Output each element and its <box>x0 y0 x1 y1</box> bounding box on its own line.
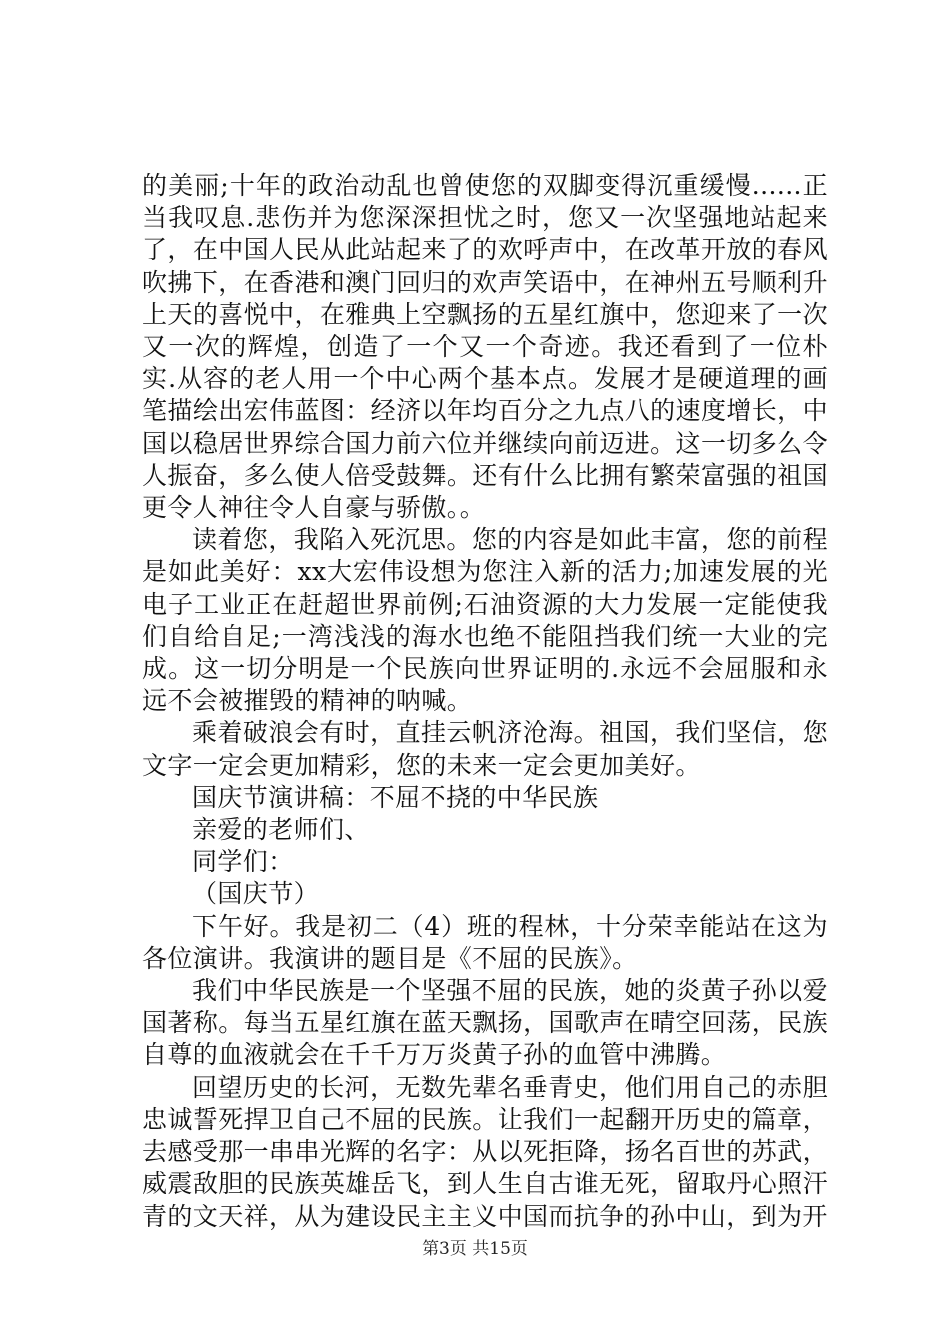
speech-title: 国庆节演讲稿：不屈不挠的中华民族 <box>192 782 599 812</box>
paragraph-2: 读着您，我陷入死沉思。您的内容是如此丰富，您的前程是如此美好：xx大宏伟设想为您注入新的活力;加速发展的光电子工业正在赶超世界前例;石油资源的大力发展一定能使我们自给自足;一湾浅浅的海水也绝不能阻挡我们统一大业的完成。这一切分明是一个民族向世界证明的.永远不会屈服和永远不会被摧毁的精神的呐喊。 <box>142 525 828 716</box>
paragraph-1: 的美丽;十年的政治动乱也曾使您的双脚变得沉重缓慢......正当我叹息.悲伤并为您深深担忧之时，您又一次坚强地站起来了，在中国人民从此站起来了的欢呼声中，在改革开放的春风吹拂下，在香港和澳门回归的欢声笑语中，在神州五号顺利升上天的喜悦中，在雅典上空飘扬的五星红旗中，您迎来了一次又一次的辉煌，创造了一个又一个奇迹。我还看到了一位朴实.从容的老人用一个中心两个基本点。发展才是硬道理的画笔描绘出宏伟蓝图：经济以年均百分之九点八的速度增长，中国以稳居世界综合国力前六位并继续向前迈进。这一切多么令人振奋，多么使人倍受鼓舞。还有什么比拥有繁荣富强的祖国更令人神往令人自豪与骄傲。。 <box>142 171 828 523</box>
paragraph-nation: 我们中华民族是一个坚强不屈的民族，她的炎黄子孙以爱国著称。每当五星红旗在蓝天飘扬，国歌声在晴空回荡，民族自尊的血液就会在千千万万炎黄子孙的血管中沸腾。 <box>142 976 828 1070</box>
page-number-footer: 第3页 共15页 <box>422 1239 528 1259</box>
parenthetical-note: （国庆节） <box>192 879 320 909</box>
paragraph-3: 乘着破浪会有时，直挂云帆济沧海。祖国，我们坚信，您文字一定会更加精彩，您的未来一定会更加美好。 <box>142 718 828 780</box>
paragraph-greeting: 下午好。我是初二（4）班的程林，十分荣幸能站在这为各位演讲。我演讲的题目是《不屈的民族》。 <box>142 911 828 973</box>
salutation-teachers: 亲爱的老师们、 <box>192 815 370 845</box>
document-body <box>142 170 828 1233</box>
salutation-students: 同学们： <box>192 847 294 877</box>
paragraph-history: 回望历史的长河，无数先辈名垂青史，他们用自己的赤胆忠诚誓死捍卫自己不屈的民族。让我们一起翻开历史的篇章，去感受那一串串光辉的名字：从以死拒降，扬名百世的苏武，威震敌胆的民族英雄岳飞，到人生自古谁无死，留取丹心照汗青的文天祥，从为建设民主主义中国而抗争的孙中山，到为开 <box>142 1072 828 1231</box>
